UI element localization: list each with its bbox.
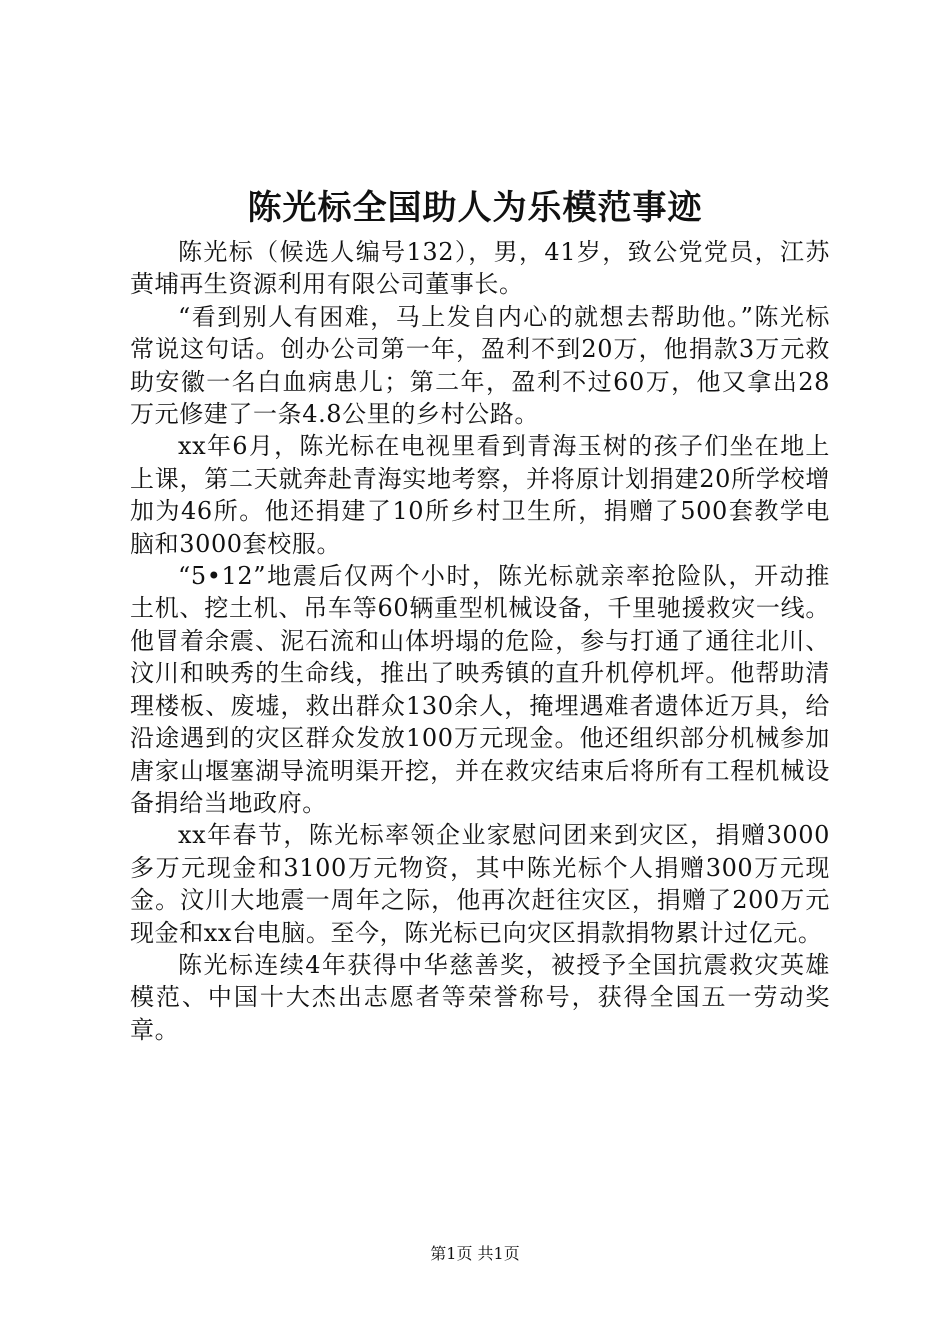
paragraph-yushu: xx年6月，陈光标在电视里看到青海玉树的孩子们坐在地上上课，第二天就奔赴青海实地考察，并将原计划捐建20所学校增加为46所。他还捐建了10所乡村卫生所，捐赠了500套教学电脑和3000套校服。 <box>130 432 830 558</box>
document-body <box>130 236 830 1046</box>
document-title: 陈光标全国助人为乐模范事迹 <box>247 188 703 228</box>
paragraph-intro: 陈光标（候选人编号132），男，41岁，致公党党员，江苏黄埔再生资源利用有限公司董事长。 <box>130 238 830 299</box>
page-footer: 第1页 共1页 <box>430 1244 520 1263</box>
paragraph-spring-festival: xx年春节，陈光标率领企业家慰问团来到灾区，捐赠3000多万元现金和3100万元物资，其中陈光标个人捐赠300万元现金。汶川大地震一周年之际，他再次赶往灾区，捐赠了200万元现金和xx台电脑。至今，陈光标已向灾区捐款捐物累计过亿元。 <box>130 821 830 947</box>
paragraph-honors: 陈光标连续4年获得中华慈善奖，被授予全国抗震救灾英雄模范、中国十大杰出志愿者等荣誉称号，获得全国五一劳动奖章。 <box>130 950 830 1044</box>
paragraph-earthquake: “5•12”地震后仅两个小时，陈光标就亲率抢险队，开动推土机、挖土机、吊车等60辆重型机械设备，千里驰援救灾一线。他冒着余震、泥石流和山体坍塌的危险，参与打通了通往北川、汶川和映秀的生命线，推出了映秀镇的直升机停机坪。他帮助清理楼板、废墟，救出群众130余人，掩埋遇难者遗体近万具，给沿途遇到的灾区群众发放100万元现金。他还组织部分机械参加唐家山堰塞湖导流明渠开挖，并在救灾结束后将所有工程机械设备捐给当地政府。 <box>130 562 830 817</box>
paragraph-quote: “看到别人有困难，马上发自内心的就想去帮助他。”陈光标常说这句话。创办公司第一年，盈利不到20万，他捐款3万元救助安徽一名白血病患儿；第二年，盈利不过60万，他又拿出28万元修建了一条4.8公里的乡村公路。 <box>130 302 830 429</box>
